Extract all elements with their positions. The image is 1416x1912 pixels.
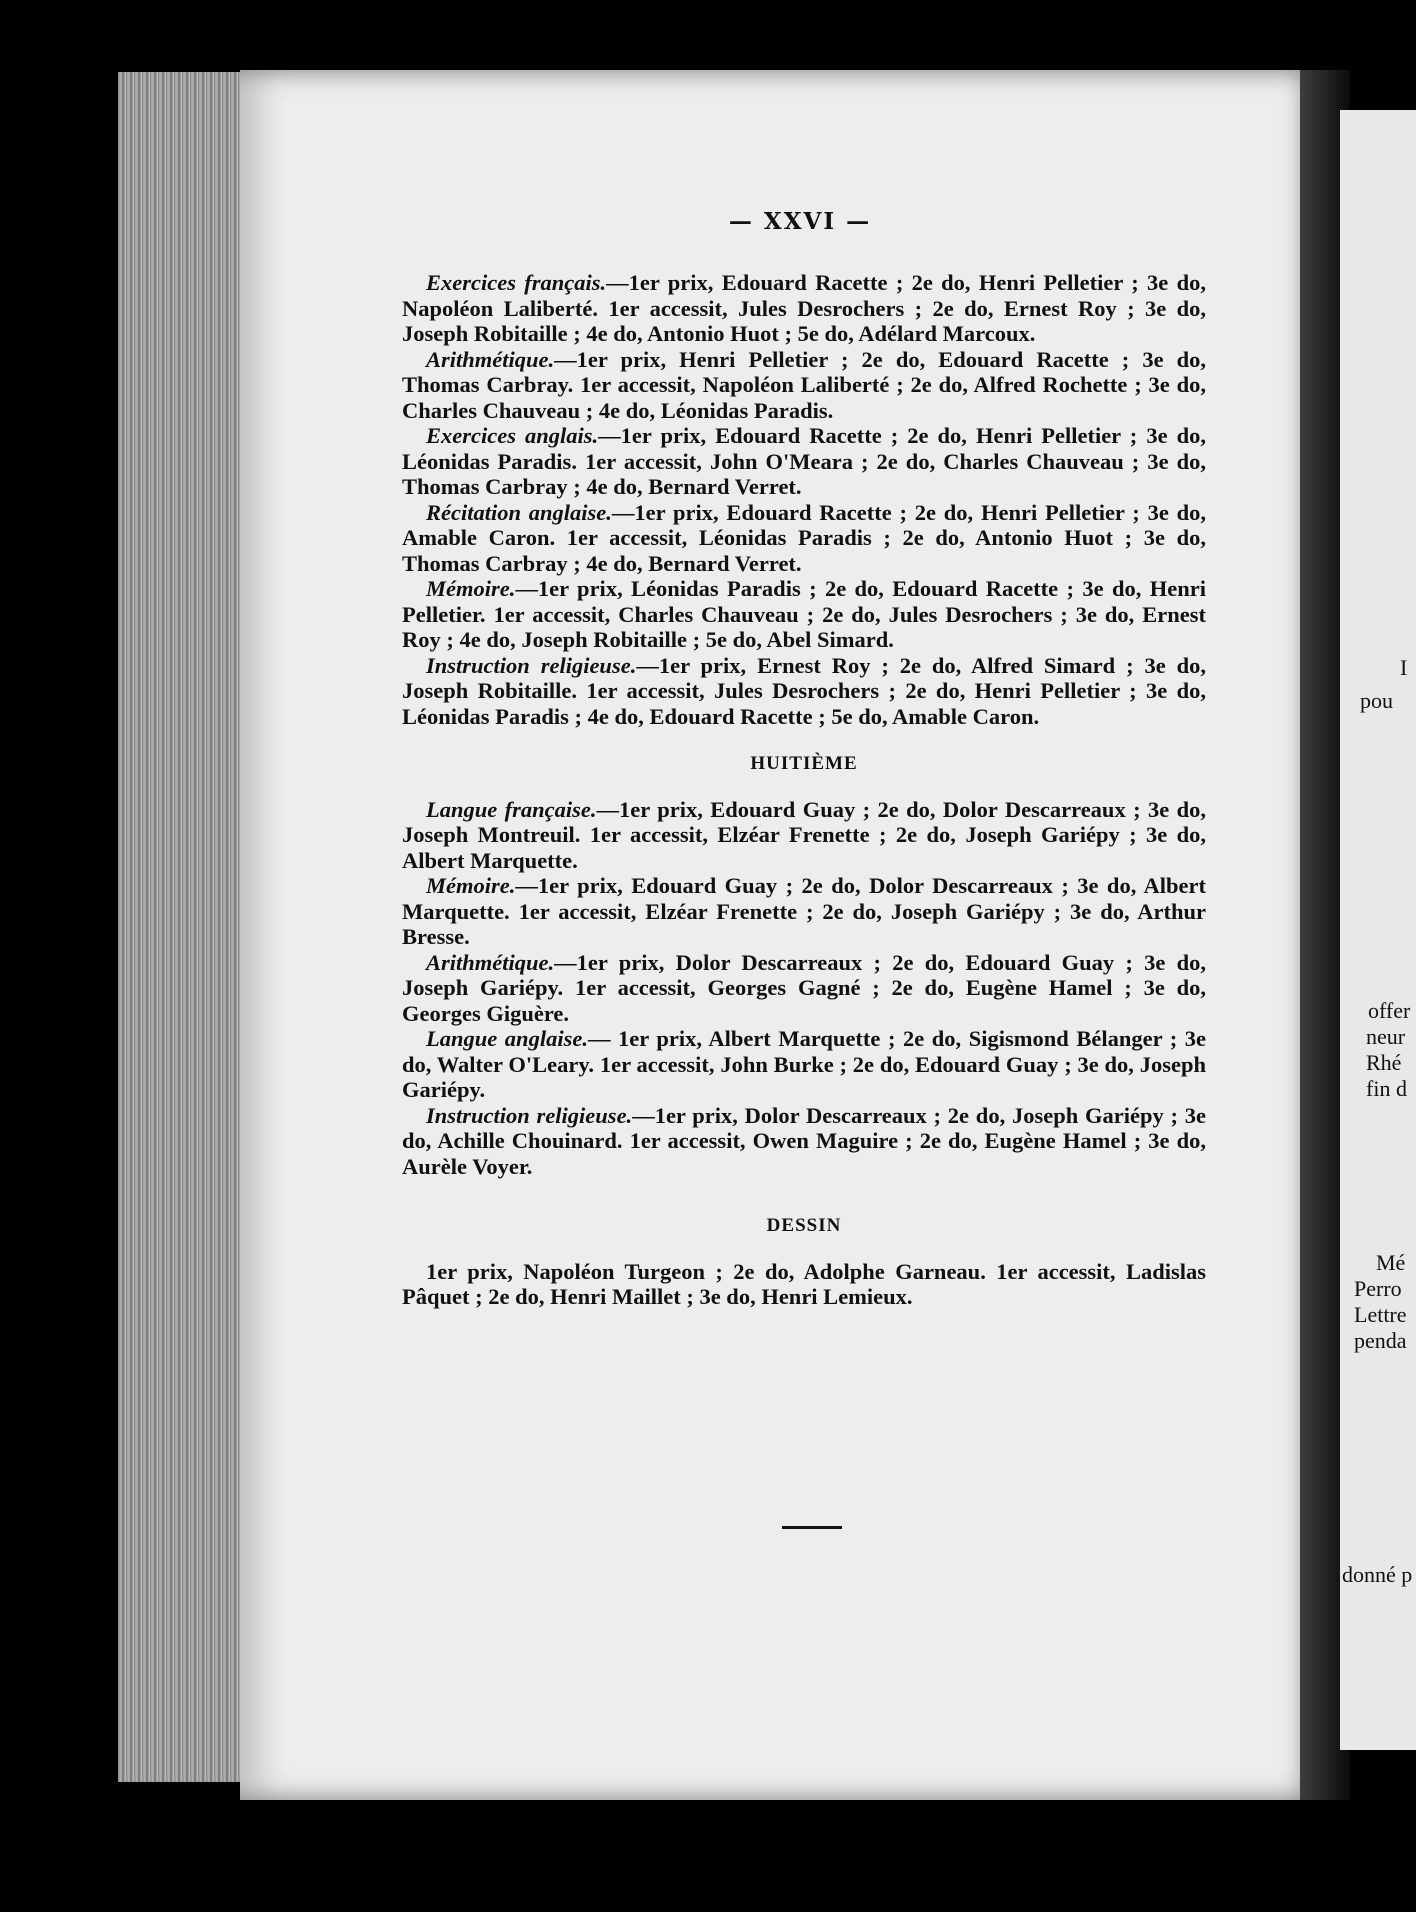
prize-text: —1er prix, Henri Pelletier ; 2e do, Edouard Racette ; 3e do, Thomas Carbray. 1er accessit, Napoléon Laliberté ; 2e do, Alfred Rochette ; 3e do, Charles Chauveau ; 4e do, Léonidas Paradis. [402,346,1206,423]
prize-paragraph [402,1103,1206,1180]
facing-fragment: neur [1366,1024,1406,1049]
dessin-paragraph: 1er prix, Napoléon Turgeon ; 2e do, Adolphe Garneau. 1er accessit, Ladislas Pâquet ; 2e do, Henri Maillet ; 3e do, Henri Lemieux. [402,1258,1206,1309]
prize-paragraph [402,423,1206,500]
prize-paragraph [402,797,1206,874]
prize-paragraph [402,347,1206,424]
facing-fragment: offer [1368,998,1411,1023]
facing-fragment: pou [1360,688,1393,713]
subject-label: Exercices français. [426,270,607,295]
subject-label: Exercices anglais. [426,423,599,448]
prize-text: —1er prix, Edouard Racette ; 2e do, Henri Pelletier ; 3e do, Léonidas Paradis. 1er accessit, John O'Meara ; 2e do, Charles Chauveau ; 3e do, Thomas Carbray ; 4e do, Bernard Verret. [402,423,1206,499]
facing-fragment: I [1400,655,1408,680]
facing-fragment: Lettre [1354,1302,1407,1327]
prize-text: —1er prix, Edouard Racette ; 2e do, Henri Pelletier ; 3e do, Napoléon Laliberté. 1er accessit, Jules Desrochers ; 2e do, Ernest Roy ; 3e do, Joseph Robitaille ; 4e do, Antonio Huot ; 5e do, Adélard Marcoux. [402,270,1206,346]
prize-paragraph [402,950,1206,1027]
prize-text: —1er prix, Edouard Guay ; 2e do, Dolor Descarreaux ; 3e do, Albert Marquette. 1er accessit, Elzéar Frenette ; 2e do, Joseph Gariépy ; 3e do, Arthur Bresse. [402,873,1206,949]
subject-label: Mémoire. [426,576,516,601]
subject-label: Arithmétique. [426,346,555,372]
prize-paragraph [402,500,1206,577]
facing-fragment: Rhé [1366,1050,1402,1075]
subject-label: Langue française. [426,796,597,822]
prize-text: —1er prix, Edouard Guay ; 2e do, Dolor Descarreaux ; 3e do, Joseph Montreuil. 1er accessit, Elzéar Frenette ; 2e do, Joseph Gariépy ; 3e do, Albert Marquette. [402,796,1207,873]
section-title-huitieme: HUITIÈME [750,753,858,774]
subject-label: Langue anglaise. [426,1026,588,1051]
prize-text: —1er prix, Léonidas Paradis ; 2e do, Edouard Racette ; 3e do, Henri Pelletier. 1er accessit, Charles Chauveau ; 2e do, Jules Desrochers ; 3e do, Ernest Roy ; 4e do, Joseph Robitaille ; 5e do, Abel Simard. [402,576,1206,652]
prize-paragraph [402,653,1206,730]
prize-text: — 1er prix, Albert Marquette ; 2e do, Sigismond Bélanger ; 3e do, Walter O'Leary. 1er accessit, John Burke ; 2e do, Edouard Guay ; 3e do, Joseph Gariépy. [402,1026,1206,1102]
facing-fragment: fin d [1366,1076,1407,1101]
prize-paragraph [402,1026,1206,1103]
section-title-dessin: DESSIN [766,1215,842,1236]
facing-fragment: penda [1354,1328,1407,1353]
prize-paragraph [402,576,1206,653]
book-page-edges [118,72,248,1782]
facing-fragment: Mé [1376,1250,1406,1275]
prize-list [402,270,1206,1310]
prize-text: —1er prix, Dolor Descarreaux ; 2e do, Edouard Guay ; 3e do, Joseph Gariépy. 1er accessit, Georges Gagné ; 2e do, Eugène Hamel ; 3e do, Georges Giguère. [402,949,1206,1026]
prize-text: —1er prix, Dolor Descarreaux ; 2e do, Joseph Gariépy ; 3e do, Achille Chouinard. 1er accessit, Owen Maguire ; 2e do, Eugène Hamel ; 3e do, Aurèle Voyer. [402,1102,1206,1179]
subject-label: Arithmétique. [426,949,555,975]
prize-text: —1er prix, Ernest Roy ; 2e do, Alfred Simard ; 3e do, Joseph Robitaille. 1er accessit, Jules Desrochers ; 2e do, Henri Pelletier ; 3e do, Léonidas Paradis ; 4e do, Edouard Racette ; 5e do, Amable Caron. [402,652,1206,729]
subject-label: Mémoire. [426,873,516,898]
facing-fragment: Perro [1354,1276,1402,1301]
facing-fragment: donné p [1342,1562,1413,1587]
subject-label: Instruction religieuse. [426,652,637,678]
page-number-header: — XXVI — [728,208,872,235]
closing-rule [782,1526,842,1529]
subject-label: Récitation anglaise. [426,499,612,525]
subject-label: Instruction religieuse. [426,1102,633,1128]
prize-paragraph [402,873,1206,950]
prize-paragraph [402,270,1206,347]
prize-text: —1er prix, Edouard Racette ; 2e do, Henri Pelletier ; 3e do, Amable Caron. 1er accessit, Léonidas Paradis ; 2e do, Antonio Huot ; 3e do, Thomas Carbray ; 4e do, Bernard Verret. [402,499,1206,576]
facing-page-fragment [1340,110,1416,1750]
